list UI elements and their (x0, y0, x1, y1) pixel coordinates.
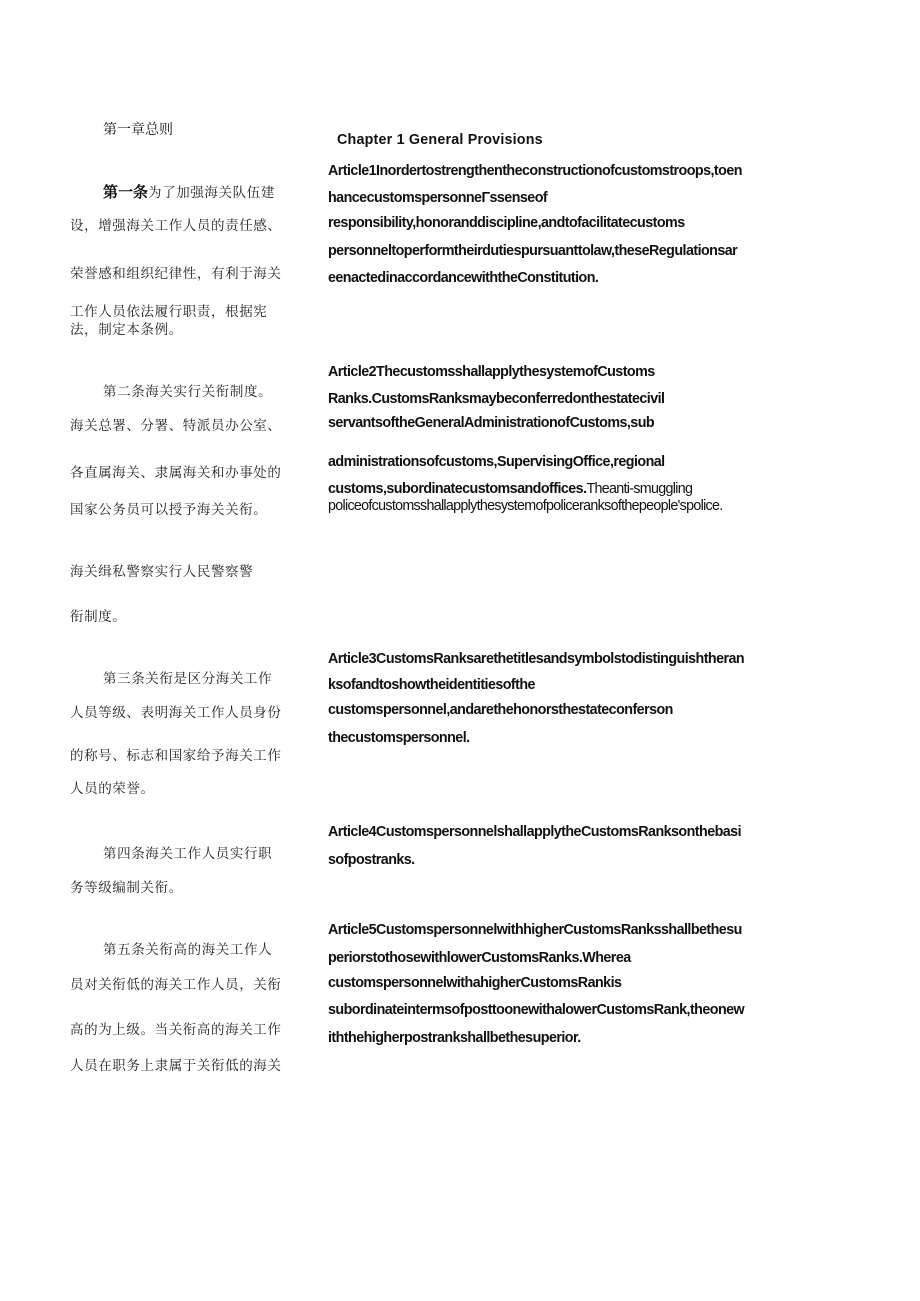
article4-en-line: sofpostranks. (328, 852, 415, 868)
article2-en-line: administrationsofcustoms,SupervisingOffice,regional (328, 454, 665, 470)
article2-en-line: policeofcustomsshallapplythesystemofpoliceranksofthepeople'spolice. (328, 498, 723, 514)
article5-cn-line: 高的为上级。当关衔高的海关工作 (70, 1022, 282, 1038)
article1-lead-cn: 第一条 (103, 183, 149, 201)
article3-cn-line: 人员的荣誉。 (70, 781, 155, 797)
article5-en-line: iththehigherpostrankshallbethesuperior. (328, 1030, 581, 1046)
article1-en-line: eenactedinaccordancewiththeConstitution. (328, 270, 599, 286)
article5-en-line: periorstothosewithlowerCustomsRanks.Wherea (328, 950, 631, 966)
article2-cn-line: 海关总署、分署、特派员办公室、 (70, 418, 282, 434)
article3-cn-line: 人员等级、表明海关工作人员身份 (70, 705, 282, 721)
article4-cn-line: 第四条海关工作人员实行职 (103, 846, 273, 862)
article2-en-line: servantsoftheGeneralAdministrationofCustoms,sub (328, 415, 655, 431)
article1-en-line: responsibility,honoranddiscipline,andtofacilitatecustoms (328, 215, 685, 231)
article5-cn-line: 员对关衔低的海关工作人员，关衔 (70, 977, 282, 993)
article2-en-line: Ranks.CustomsRanksmaybeconferredonthestatecivil (328, 391, 665, 407)
article2-cn-line: 衔制度。 (70, 609, 127, 625)
article3-en-line: Article3CustomsRanksarethetitlesandsymbolstodistinguishtheran (328, 651, 745, 667)
chapter-title-en: Chapter 1 General Provisions (337, 132, 543, 148)
article5-cn-line: 第五条关衔高的海关工作人 (103, 942, 273, 958)
article4-en-line: Article4CustomspersonnelshallapplytheCustomsRanksonthebasi (328, 824, 742, 840)
article1-cn-line: 荣誉感和组织纪律性，有利于海关 (70, 266, 282, 282)
article1-en-line: hancecustomspersonneΓssenseof (328, 190, 548, 206)
article5-en-line: subordinateintermsofposttoonewithalowerCustomsRank,theonew (328, 1002, 745, 1018)
article1-cn-line: 法，制定本条例。 (70, 322, 183, 338)
article5-en-line: Article5CustomspersonnelwithhigherCustomsRanksshallbethesu (328, 922, 742, 938)
article3-cn-line: 的称号、标志和国家给予海关工作 (70, 748, 282, 764)
article2-cn-line: 国家公务员可以授予海关关衔。 (70, 502, 268, 518)
article3-en-line: ksofandtoshowtheidentitiesofthe (328, 677, 535, 693)
article2-cn-line: 各直属海关、隶属海关和办事处的 (70, 465, 282, 481)
article2-cn-line: 海关缉私警察实行人民警察警 (70, 564, 254, 580)
article2-en-bold-part: customs,subordinatecustomsandoffices. (328, 481, 587, 497)
article1-cn-text: 为了加强海关队伍建 (148, 185, 275, 201)
article2-en-mixed-line (328, 481, 692, 497)
article1-cn-line: 工作人员依法履行职责，根据宪 (70, 304, 268, 320)
article3-en-line: thecustomspersonnel. (328, 730, 470, 746)
article2-cn-line: 第二条海关实行关衔制度。 (103, 384, 273, 400)
article1-cn-line (103, 181, 275, 202)
chapter-title-cn: 第一章总则 (103, 122, 173, 138)
article1-en-line: Article1Inordertostrengthentheconstructionofcustomstroops,toen (328, 163, 742, 179)
article2-en-line: Article2ThecustomsshallapplythesystemofCustoms (328, 364, 655, 380)
article5-cn-line: 人员在职务上隶属于关衔低的海关 (70, 1058, 282, 1074)
article1-en-line: personneltoperformtheirdutiespursuanttolaw,theseRegulationsar (328, 243, 738, 259)
article2-en-regular-part: Theanti-smuggling (586, 481, 693, 497)
article1-cn-line: 设，增强海关工作人员的责任感、 (70, 218, 282, 234)
article5-en-line: customspersonnelwithahigherCustomsRankis (328, 975, 622, 991)
article3-cn-line: 第三条关衔是区分海关工作 (103, 671, 273, 687)
article4-cn-line: 务等级编制关衔。 (70, 880, 183, 896)
article3-en-line: customspersonnel,andarethehonorsthestateconferson (328, 702, 673, 718)
